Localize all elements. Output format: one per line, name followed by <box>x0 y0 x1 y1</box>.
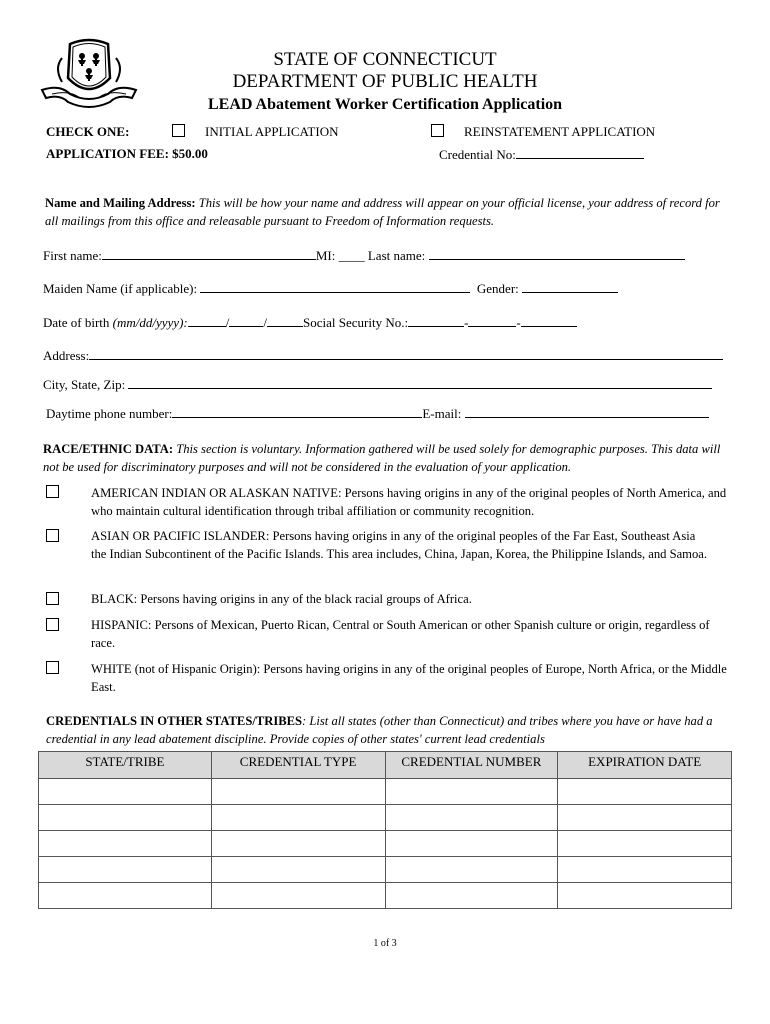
name-address-note: This will be how your name and address will appear on your official license, your address of record for all mailings from this office and releasable pursuant to Freedom of Information requests. <box>45 196 720 228</box>
table-cell[interactable] <box>39 857 212 883</box>
mi-label: MI: ____ <box>315 248 365 263</box>
race-note: This section is voluntary. Information gathered will be used solely for demographic purposes. This data will not be used for discriminatory purposes and will not be considered in the evaluation of your application. <box>43 442 721 474</box>
last-name-field[interactable] <box>429 247 685 260</box>
table-cell[interactable] <box>385 857 558 883</box>
credentials-heading: CREDENTIALS IN OTHER STATES/TRIBES <box>46 714 303 728</box>
page-number: 1 of 3 <box>373 938 397 949</box>
table-row <box>39 883 732 909</box>
race-option-american-indian: AMERICAN INDIAN OR ALASKAN NATIVE: Persons having origins in any of the original peoples of North America, and who maintain cultural identification through tribal affiliation or community recognition. <box>91 486 727 518</box>
first-name-field[interactable] <box>102 247 316 260</box>
address-label: Address: <box>43 348 90 363</box>
table-cell[interactable] <box>211 831 385 857</box>
race-checkbox-black[interactable] <box>46 592 59 605</box>
email-label: E-mail: <box>422 406 462 421</box>
table-cell[interactable] <box>385 831 558 857</box>
table-cell[interactable] <box>211 779 385 805</box>
header-state: STATE OF CONNECTICUT <box>273 49 497 70</box>
ssn-label: Social Security No.: <box>303 315 409 330</box>
credentials-table <box>38 751 732 909</box>
name-address-heading: Name and Mailing Address: <box>45 196 196 210</box>
city-state-zip-label: City, State, Zip: <box>43 377 126 392</box>
race-option-black: BLACK: Persons having origins in any of the black racial groups of Africa. <box>91 592 472 606</box>
table-cell[interactable] <box>39 779 212 805</box>
email-field[interactable] <box>465 405 709 418</box>
credentials-note: : List all states (other than Connecticut) and tribes where you have or have had a credential in any lead abatement discipline. Provide copies of other states' current lead credentials <box>46 714 713 746</box>
dob-day-field[interactable] <box>229 314 263 327</box>
last-name-label: Last name: <box>367 248 426 263</box>
dob-month-field[interactable] <box>188 314 226 327</box>
race-checkbox-asian[interactable] <box>46 529 59 542</box>
maiden-name-label: Maiden Name (if applicable): <box>43 281 198 296</box>
table-cell[interactable] <box>558 883 732 909</box>
race-heading: RACE/ETHNIC DATA: <box>43 442 174 456</box>
maiden-name-field[interactable] <box>200 280 470 293</box>
address-field[interactable] <box>89 347 723 360</box>
table-cell[interactable] <box>385 779 558 805</box>
gender-field[interactable] <box>522 280 618 293</box>
race-option-hispanic: HISPANIC: Persons of Mexican, Puerto Rican, Central or South American or other Spanish culture or origin, regardless of race. <box>91 618 710 650</box>
reinstatement-application-checkbox[interactable] <box>431 124 444 137</box>
table-cell[interactable] <box>558 805 732 831</box>
table-row <box>39 831 732 857</box>
table-row <box>39 857 732 883</box>
dob-format: (mm/dd/yyyy): <box>112 315 188 330</box>
phone-label: Daytime phone number: <box>46 406 173 421</box>
form-title: LEAD Abatement Worker Certification Application <box>207 96 563 113</box>
table-cell[interactable] <box>39 831 212 857</box>
credential-no-field[interactable] <box>516 146 644 159</box>
ssn-part1-field[interactable] <box>408 314 464 327</box>
column-header-credential-type: CREDENTIAL TYPE <box>211 752 385 779</box>
race-option-white: WHITE (not of Hispanic Origin): Persons having origins in any of the original peoples of Europe, North Africa, or the Middle East. <box>91 662 727 694</box>
table-cell[interactable] <box>211 805 385 831</box>
initial-application-checkbox[interactable] <box>172 124 185 137</box>
table-cell[interactable] <box>211 883 385 909</box>
column-header-state-tribe: STATE/TRIBE <box>39 752 212 779</box>
race-checkbox-american-indian[interactable] <box>46 485 59 498</box>
table-cell[interactable] <box>39 883 212 909</box>
ssn-part2-field[interactable] <box>468 314 516 327</box>
credential-no-label: Credential No: <box>439 147 516 162</box>
dob-year-field[interactable] <box>267 314 303 327</box>
table-cell[interactable] <box>385 805 558 831</box>
dob-label: Date of birth <box>43 315 110 330</box>
column-header-expiration-date: EXPIRATION DATE <box>558 752 732 779</box>
table-cell[interactable] <box>558 831 732 857</box>
table-cell[interactable] <box>385 883 558 909</box>
gender-label: Gender: <box>476 281 519 296</box>
table-cell[interactable] <box>558 857 732 883</box>
table-cell[interactable] <box>211 857 385 883</box>
race-option-asian: ASIAN OR PACIFIC ISLANDER: Persons having origins in any of the original peoples of the Far East, Southeast Asia the Indian Subcontinent of the Pacific Islands. This area includes, China, Japan, Korea, the Philippine Islands, and Samoa. <box>91 529 708 561</box>
table-cell[interactable] <box>558 779 732 805</box>
reinstatement-application-label: REINSTATEMENT APPLICATION <box>464 124 656 139</box>
table-row <box>39 779 732 805</box>
check-one-label: CHECK ONE: <box>46 124 130 139</box>
table-row <box>39 805 732 831</box>
initial-application-label: INITIAL APPLICATION <box>205 124 339 139</box>
city-state-zip-field[interactable] <box>128 376 712 389</box>
table-cell[interactable] <box>39 805 212 831</box>
first-name-label: First name: <box>43 248 102 263</box>
application-fee: APPLICATION FEE: $50.00 <box>46 146 208 161</box>
phone-field[interactable] <box>172 405 422 418</box>
race-checkbox-white[interactable] <box>46 661 59 674</box>
ssn-part3-field[interactable] <box>521 314 577 327</box>
column-header-credential-number: CREDENTIAL NUMBER <box>385 752 558 779</box>
header-department: DEPARTMENT OF PUBLIC HEALTH <box>232 71 538 92</box>
race-checkbox-hispanic[interactable] <box>46 618 59 631</box>
